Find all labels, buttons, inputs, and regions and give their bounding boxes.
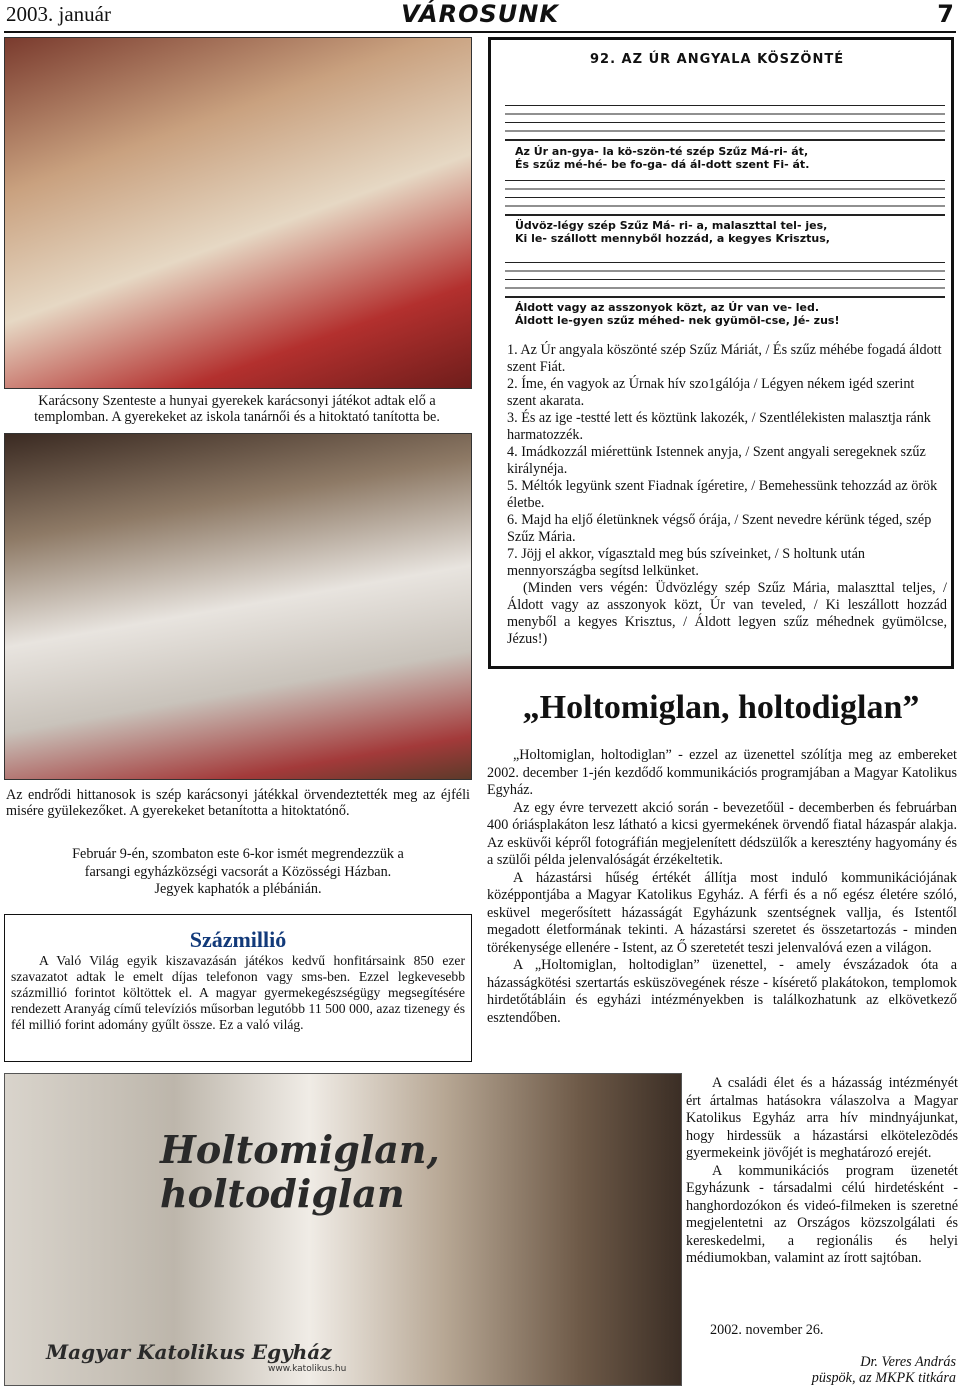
- nativity-photo-hunya: [4, 37, 472, 389]
- hymn-title: 92. AZ ÚR ANGYALA KÖSZÖNTÉ: [590, 52, 845, 67]
- hymn-verses: [507, 342, 947, 648]
- photo1-caption: Karácsony Szenteste a hunyai gyerekek karácsonyi játékot adtak elő a templomban. A gyerekeket az iskola tanárnői és a hitoktató tanította be.: [34, 393, 440, 425]
- notice-line: Jegyek kaphatók a plébánián.: [154, 881, 322, 897]
- article-title: „Holtomiglan, holtodiglan”: [522, 689, 920, 726]
- hymn-lyric: Az Úr an-gya- la kö-szön-té szép Szűz Má-ri- át,: [515, 145, 809, 158]
- article-date: 2002. november 26.: [710, 1322, 824, 1338]
- author-role: püspök, az MKPK titkára: [811, 1370, 956, 1386]
- szazmillio-text: A Való Világ egyik kiszavazásán játékos kedvű honfitársaink 850 ezer szavazatot adtak le emelt díjas telefonon vagy sms-ben. Ezzel legkevesebb százmillió forintot költöttek el. A magyar gyermekegészségügy megsegítésére rendezett Aranyág című televíziós műsorban legutóbb 11 500 000, azaz tizenegy és fél millió forint adomány gyűlt össze. Ez a való világ.: [11, 953, 465, 1032]
- hymn-verse: 6. Majd ha eljő életünknek végső órája, / Szent nevedre kérünk téged, szép Szűz Mária.: [507, 512, 932, 545]
- article-paragraph: A kommunikációs program üzenetét Egyházunk - társadalmi célú hirdetésként - hanghordozókon és videó-filmeken is szeretné megjelentetni az Országos közszolgálati és kereskedelmi, a regionális és helyi médiumokban, valamint az írott sajtóban.: [686, 1162, 958, 1266]
- article-paragraph: „Holtomiglan, holtodiglan” - ezzel az üzenettel szólítja meg az embereket 2002. december 1-jén kezdődő kommunikációs programjában a Magyar Katolikus Egyház.: [487, 747, 957, 798]
- article-paragraph: A házastársi hűség értékét állítja most induló kommunikációjának középpontjába a Magyar Katolikus Egyház. A férfi és a nő egész életére szóló, esküvel megerősített házasságát Egyházunk szentségnek vallja, és Istentől megadott életformának tekinti. A házastársi szeretet és összetartozás - minden törékenysége ellenére - Istent, az Ő szeretetét teszi jelenvalóvá ezen a világon.: [487, 869, 957, 956]
- author-name: Dr. Veres András: [860, 1354, 956, 1370]
- article-paragraph: A családi élet és a házasság intézményét ért ártalmas hatásokra válaszolva a Magyar Katolikus Egyház arra hív mindnyájunkat, hogy hirdessük a házastársi elkötelezõdés gyermekeink jövőjét is meghatározó erejét.: [686, 1075, 958, 1161]
- hymn-verse: 3. És az ige -testté lett és köztünk lakozék, / Szentlélekisten malasztja ránk harmatozzék.: [507, 410, 931, 443]
- music-stave: [505, 262, 945, 298]
- hymn-lyric: Áldott vagy az asszonyok közt, az Úr van ve- led.: [515, 301, 820, 314]
- article-body-lower: [686, 1075, 958, 1268]
- hymn-verse: 1. Az Úr angyala köszönté szép Szűz Máriát, / És szűz méhébe fogadá áldott szent Fiát.: [507, 342, 942, 375]
- hymn-verse: 4. Imádkozzál miérettünk Istennek anyja, / Szent angyali seregeknek szűz királynéja.: [507, 444, 926, 477]
- issue-date: 2003. január: [6, 2, 111, 26]
- hymn-verse: 7. Jöjj el akkor, vígasztald meg bús szíveinket, / S holtunk után mennyországba segítsd lelkünket.: [507, 546, 866, 579]
- hymn-verse: 2. Íme, én vagyok az Úrnak hív szo1gálója / Légyen nékem igéd szerint szent akarata.: [507, 376, 915, 409]
- szazmillio-title: Százmillió: [189, 927, 287, 952]
- szazmillio-box: [4, 914, 472, 1062]
- poster-title: [160, 1128, 440, 1216]
- farsang-notice: [6, 846, 470, 899]
- hymn-verse: 5. Méltók legyünk szent Fiadnak ígéretire, / Bemehessünk tehozzád az örök életbe.: [507, 478, 938, 511]
- hymn-lyric: Áldott le-gyen szűz méhed- nek gyümöl-cse, Jé- zus!: [515, 314, 840, 327]
- header-rule: [4, 31, 956, 33]
- hymn-lyric: És szűz mé-hé- be fo-ga- dá ál-dott szent Fi- át.: [515, 158, 810, 171]
- poster-footer: Magyar Katolikus Egyház: [46, 1340, 332, 1364]
- hymn-lyric: Üdvöz-légy szép Szűz Má- ri- a, malaszttal tel- jes,: [515, 219, 828, 232]
- poster-title-line: holtodiglan: [160, 1171, 405, 1216]
- nativity-photo-endrod: [4, 433, 472, 780]
- music-stave: [505, 105, 945, 141]
- notice-line: Február 9-én, szombaton este 6-kor ismét megrendezzük a: [72, 846, 404, 862]
- hymn-refrain: (Minden vers végén: Üdvözlégy szép Szűz Mária, malaszttal teljes, / Áldott vagy az asszonyok közt, Úr van teveled, / Ki leszállott hozzád menyből a kegyes Krisztus, / Áldott legyen szűz méhednek gyümölcse, Jézus!): [507, 580, 947, 647]
- article-body-upper: [487, 747, 957, 1027]
- poster-title-line: Holtomiglan,: [160, 1127, 440, 1172]
- photo2-caption: Az endrődi hittanosok is szép karácsonyi játékkal örvendeztették meg az éjféli misére gyülekezőket. A gyerekeket betanította a hitoktatónő.: [6, 787, 470, 819]
- masthead: VÁROSUNK: [401, 0, 559, 28]
- poster-url: www.katolikus.hu: [268, 1364, 347, 1374]
- hymn-lyric: Ki le- szállott mennyből hozzád, a kegyes Krisztus,: [515, 232, 830, 245]
- notice-line: farsangi egyházközségi vacsorát a Közösségi Házban.: [84, 863, 392, 880]
- article-paragraph: A „Holtomiglan, holtodiglan” üzenettel, - amely évszázadok óta a házasságkötési szertartás esküszövegének része - kísérető plakátokon, templomok hirdetőtábláin és egyházi intézményekben is találkozhatunk az elkövetkező esztendőben.: [487, 957, 957, 1026]
- article-paragraph: Az egy évre tervezett akció során - bevezetőül - decemberben és februárban 400 óriásplakáton lesz látható a kicsi gyermekének örvendő fiatal házaspár alakja. Az esküvői képről fotográfián megjelenített dédszülők a keresztény hagyomány és a szülői példa jelenvalóságát érzékeltetik.: [487, 799, 957, 868]
- music-stave: [505, 180, 945, 216]
- page-number: 7: [937, 0, 954, 28]
